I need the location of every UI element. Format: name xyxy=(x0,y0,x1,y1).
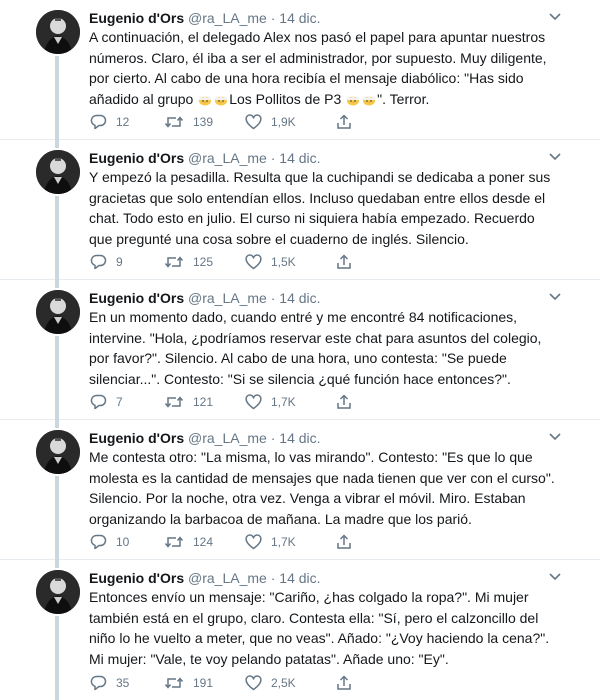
tweet-time[interactable]: 14 dic. xyxy=(279,570,321,586)
chevron-down-icon[interactable] xyxy=(548,572,562,582)
reply-icon xyxy=(90,254,107,270)
like-count: 1,7K xyxy=(271,395,296,409)
reply-button[interactable] xyxy=(90,253,123,271)
thread-line xyxy=(55,616,59,700)
chevron-down-icon[interactable] xyxy=(548,12,562,22)
author-name[interactable]: Eugenio d'Ors xyxy=(89,430,185,446)
thread-line xyxy=(55,56,59,140)
avatar[interactable] xyxy=(36,150,80,194)
retweet-count: 124 xyxy=(193,535,214,549)
share-icon xyxy=(336,534,352,550)
reply-count: 12 xyxy=(116,115,130,129)
like-count: 1,9K xyxy=(271,115,296,129)
share-button[interactable] xyxy=(336,113,352,131)
reply-button[interactable] xyxy=(90,533,129,551)
reply-count: 10 xyxy=(116,535,130,549)
separator: · xyxy=(270,570,276,586)
avatar[interactable] xyxy=(36,570,80,614)
chevron-down-icon[interactable] xyxy=(548,152,562,162)
separator: · xyxy=(270,290,276,306)
retweet-button[interactable] xyxy=(164,253,213,271)
tweet-header xyxy=(89,569,321,587)
author-handle[interactable]: @ra_LA_me xyxy=(188,10,267,26)
chick-emoji-icon xyxy=(198,92,212,106)
share-button[interactable] xyxy=(336,253,352,271)
thread-line xyxy=(55,476,59,560)
thread-line xyxy=(55,336,59,420)
author-name[interactable]: Eugenio d'Ors xyxy=(89,290,185,306)
chevron-down-icon[interactable] xyxy=(548,292,562,302)
retweet-icon xyxy=(164,675,184,691)
chick-emoji-icon xyxy=(214,92,228,106)
share-icon xyxy=(336,675,352,691)
tweet[interactable] xyxy=(0,0,600,140)
reply-icon xyxy=(90,394,107,410)
retweet-button[interactable] xyxy=(164,393,213,411)
reply-count: 9 xyxy=(116,255,123,269)
like-icon xyxy=(245,394,262,410)
reply-icon xyxy=(90,114,107,130)
chick-emoji-icon xyxy=(362,92,376,106)
like-count: 1,7K xyxy=(271,535,296,549)
thread-line xyxy=(55,280,59,288)
avatar[interactable] xyxy=(36,10,80,54)
like-button[interactable] xyxy=(245,113,296,131)
like-button[interactable] xyxy=(245,253,296,271)
retweet-count: 139 xyxy=(193,115,214,129)
author-handle[interactable]: @ra_LA_me xyxy=(188,290,267,306)
avatar[interactable] xyxy=(36,290,80,334)
author-name[interactable]: Eugenio d'Ors xyxy=(89,10,185,26)
like-icon xyxy=(245,254,262,270)
tweet-header xyxy=(89,289,321,307)
share-button[interactable] xyxy=(336,674,352,692)
tweet-text: En un momento dado, cuando entré y me encontré 84 notificaciones, intervine. "Hola, ¿podríamos reservar este chat para asuntos del colegio, por favor?". Silencio. Al cabo de una hora, uno contesta: "Se puede silenciar...". Contesto: "Si se silencia ¿qué función hace entonces?". xyxy=(89,309,542,387)
reply-button[interactable] xyxy=(90,674,129,692)
tweet-text-part: Los Pollitos de P3 xyxy=(229,90,346,107)
share-button[interactable] xyxy=(336,393,352,411)
tweet[interactable] xyxy=(0,560,600,700)
tweet-header xyxy=(89,149,321,167)
like-icon xyxy=(245,534,262,550)
retweet-icon xyxy=(164,394,184,410)
tweet-text: Y empezó la pesadilla. Resulta que la cuchipandi se dedicaba a poner sus gracietas que solo entendían ellos. Incluso quedaban entre ellos desde el chat. Todo esto en julio. El curso ni siquiera había empezado. Recuerdo que pregunté una cosa sobre el cuaderno de inglés. Silencio. xyxy=(89,169,551,247)
retweet-count: 121 xyxy=(193,395,214,409)
reply-icon xyxy=(90,534,107,550)
chevron-down-icon[interactable] xyxy=(548,432,562,442)
retweet-count: 125 xyxy=(193,255,214,269)
share-icon xyxy=(336,114,352,130)
author-handle[interactable]: @ra_LA_me xyxy=(188,430,267,446)
tweet-text-part: A continuación, el delegado Alex nos pasó el papel para apuntar nuestros números. Claro, él iba a ser el administrador, por supuesto. Muy diligente, por cierto. Al cabo de una hora recibía el mensaje diabólico: "Has sido añadido al grupo xyxy=(89,29,547,107)
tweet-text: Entonces envío un mensaje: "Cariño, ¿has colgado la ropa?". Mi mujer también está en el grupo, claro. Contesta ella: "Sí, pero el calzoncillo del niño lo he vuelto a meter, que no veas". Añado: "¿Voy haciendo la cena?". Mi mujer: "Vale, te voy pelando patatas". Añade uno: "Ey". xyxy=(89,589,550,667)
retweet-button[interactable] xyxy=(164,113,213,131)
thread-line xyxy=(55,140,59,148)
retweet-icon xyxy=(164,254,184,270)
tweet-text-part: ". Terror. xyxy=(377,90,430,107)
tweet-text xyxy=(89,27,559,109)
chick-emoji-icon xyxy=(346,92,360,106)
reply-icon xyxy=(90,675,107,691)
separator: · xyxy=(270,150,276,166)
author-name[interactable]: Eugenio d'Ors xyxy=(89,150,185,166)
tweet-time[interactable]: 14 dic. xyxy=(279,10,321,26)
share-button[interactable] xyxy=(336,533,352,551)
reply-button[interactable] xyxy=(90,113,129,131)
retweet-icon xyxy=(164,114,184,130)
share-icon xyxy=(336,394,352,410)
tweet-header xyxy=(89,429,321,447)
tweet[interactable] xyxy=(0,140,600,280)
like-count: 2,5K xyxy=(271,676,296,690)
thread-line xyxy=(55,560,59,568)
author-name[interactable]: Eugenio d'Ors xyxy=(89,570,185,586)
retweet-button[interactable] xyxy=(164,533,213,551)
tweet[interactable] xyxy=(0,280,600,420)
like-button[interactable] xyxy=(245,393,296,411)
like-button[interactable] xyxy=(245,533,296,551)
tweet[interactable] xyxy=(0,420,600,560)
reply-count: 7 xyxy=(116,395,123,409)
separator: · xyxy=(270,10,276,26)
like-button[interactable] xyxy=(245,674,296,692)
retweet-count: 191 xyxy=(193,676,214,690)
retweet-button[interactable] xyxy=(164,674,213,692)
reply-button[interactable] xyxy=(90,393,123,411)
retweet-icon xyxy=(164,534,184,550)
reply-count: 35 xyxy=(116,676,130,690)
thread-line xyxy=(55,196,59,280)
tweet-time[interactable]: 14 dic. xyxy=(279,430,321,446)
like-icon xyxy=(245,675,262,691)
tweet-time[interactable]: 14 dic. xyxy=(279,290,321,306)
thread-line xyxy=(55,420,59,428)
share-icon xyxy=(336,254,352,270)
tweet-header xyxy=(89,9,321,27)
tweet-time[interactable]: 14 dic. xyxy=(279,150,321,166)
author-handle[interactable]: @ra_LA_me xyxy=(188,570,267,586)
tweet-text: Me contesta otro: "La misma, lo vas mirando". Contesto: "Es que lo que molesta es la cantidad de mensajes que nada tienen que ver con el curso". Silencio. Por la noche, otra vez. Venga a vibrar el móvil. Miro. Estaban organizando la barbacoa de mañana. La madre que los parió. xyxy=(89,449,555,527)
avatar[interactable] xyxy=(36,430,80,474)
author-handle[interactable]: @ra_LA_me xyxy=(188,150,267,166)
like-count: 1,5K xyxy=(271,255,296,269)
like-icon xyxy=(245,114,262,130)
separator: · xyxy=(270,430,276,446)
